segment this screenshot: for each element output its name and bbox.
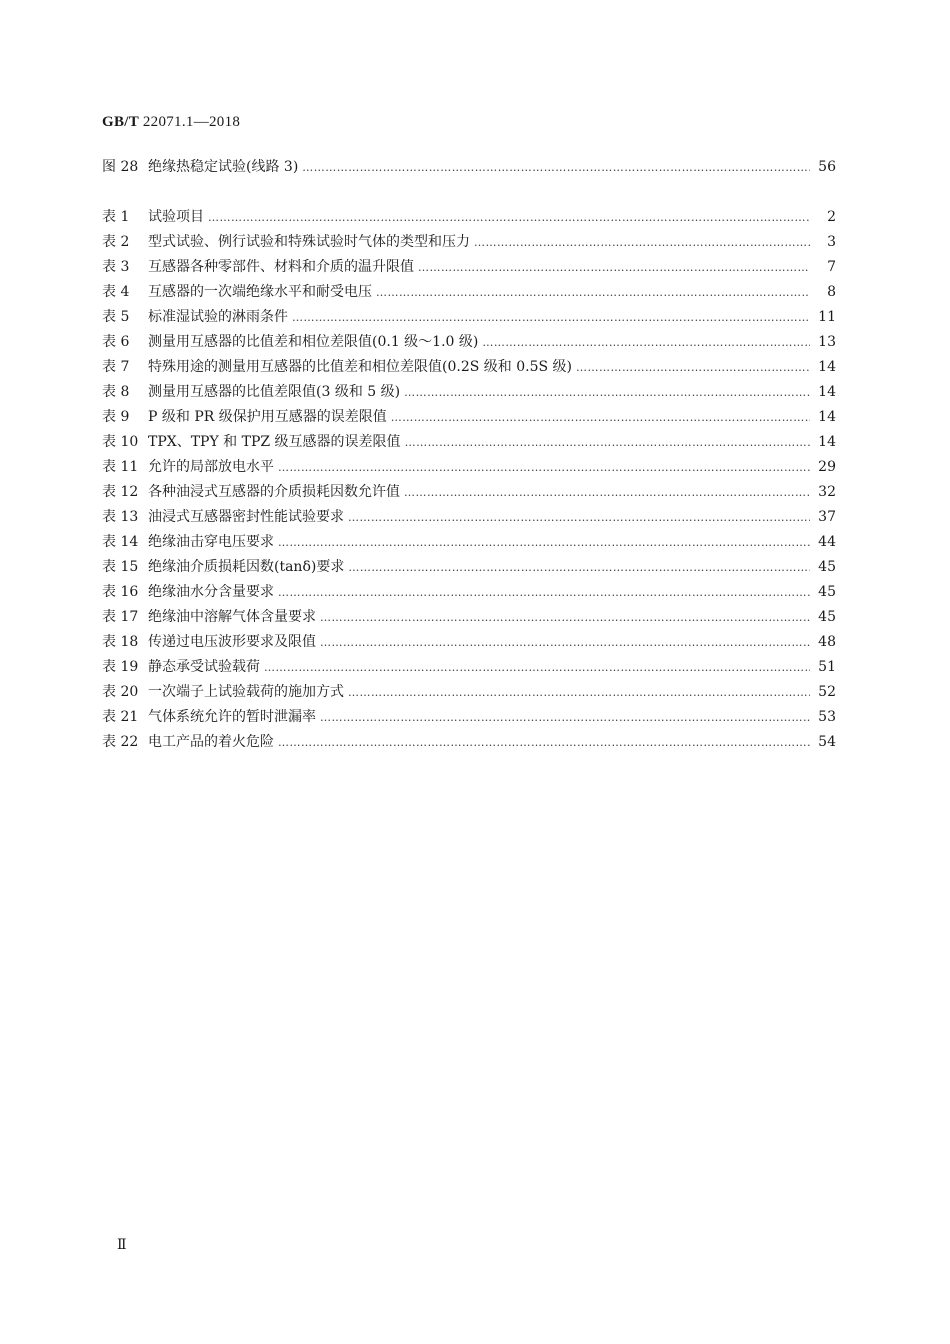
toc-entry-title: 允许的局部放电水平 [148, 459, 274, 475]
toc-entry-label: 表 20 [102, 684, 139, 700]
toc-entry-page: 2 [827, 209, 836, 225]
toc-entry-label: 表 5 [102, 309, 130, 325]
toc-entry-table-7[interactable] [102, 355, 836, 380]
toc-entry-page: 8 [827, 284, 836, 300]
toc-entry-page: 29 [818, 459, 836, 475]
toc-entry-title: 一次端子上试验载荷的施加方式 [148, 684, 344, 700]
toc-entry-page: 32 [818, 484, 836, 500]
toc-entry-page: 56 [818, 159, 836, 175]
toc-entry-title: 气体系统允许的暂时泄漏率 [148, 709, 316, 725]
toc-entry-table-15[interactable] [102, 555, 836, 580]
dot-leader [348, 505, 810, 530]
toc-entry-page: 51 [818, 659, 836, 675]
dot-leader [482, 330, 810, 355]
toc-entry-label: 表 19 [102, 659, 139, 675]
toc-entry-label: 表 1 [102, 209, 130, 225]
toc-entry-title: 型式试验、例行试验和特殊试验时气体的类型和压力 [148, 234, 470, 250]
toc-entry-table-22[interactable] [102, 730, 836, 755]
toc-entry-title: 测量用互感器的比值差限值(3 级和 5 级) [148, 384, 401, 400]
toc-entry-title: 各种油浸式互感器的介质损耗因数允许值 [148, 484, 400, 500]
dot-leader [404, 380, 810, 405]
toc-entry-title: P 级和 PR 级保护用互感器的误差限值 [148, 409, 387, 425]
toc-entry-title: 油浸式互感器密封性能试验要求 [148, 509, 344, 525]
dot-leader [264, 655, 810, 680]
toc-entry-page: 3 [827, 234, 836, 250]
toc-entry-table-2[interactable] [102, 230, 836, 255]
dot-leader [278, 530, 810, 555]
toc-entry-page: 37 [818, 509, 836, 525]
toc-entry-page: 54 [818, 734, 836, 750]
toc-entry-label: 表 16 [102, 584, 139, 600]
toc-entry-page: 45 [818, 584, 836, 600]
standard-code [102, 114, 240, 131]
toc-entry-label: 表 22 [102, 734, 139, 750]
toc-entry-label: 表 17 [102, 609, 139, 625]
toc-entry-table-11[interactable] [102, 455, 836, 480]
toc-entry-label: 表 11 [102, 459, 139, 475]
toc-entry-label: 表 6 [102, 334, 130, 350]
toc-entry-title: 传递过电压波形要求及限值 [148, 634, 316, 650]
toc-entry-label: 表 10 [102, 434, 139, 450]
dot-leader [320, 605, 810, 630]
toc-entry-title: 互感器各种零部件、材料和介质的温升限值 [148, 259, 414, 275]
toc-entry-table-13[interactable] [102, 505, 836, 530]
toc-entry-table-4[interactable] [102, 280, 836, 305]
toc-entry-title: 绝缘油中溶解气体含量要求 [148, 609, 316, 625]
dot-leader [320, 630, 810, 655]
dot-leader [348, 555, 810, 580]
dot-leader [418, 255, 810, 280]
dot-leader [208, 205, 810, 230]
toc-entry-title: 互感器的一次端绝缘水平和耐受电压 [148, 284, 372, 300]
toc-entry-page: 14 [818, 409, 836, 425]
toc-entry-page: 48 [818, 634, 836, 650]
dot-leader [474, 230, 810, 255]
toc-entry-title: 静态承受试验载荷 [148, 659, 260, 675]
toc-entry-label: 表 4 [102, 284, 130, 300]
toc-entry-label: 表 12 [102, 484, 139, 500]
dot-leader [348, 680, 810, 705]
dot-leader [278, 580, 810, 605]
toc-entry-table-9[interactable] [102, 405, 836, 430]
figure-list [102, 155, 836, 180]
toc-entry-title: 测量用互感器的比值差和相位差限值(0.1 级～1.0 级) [148, 334, 479, 350]
toc-entry-table-8[interactable] [102, 380, 836, 405]
toc-entry-label: 表 18 [102, 634, 139, 650]
table-list [102, 205, 836, 755]
dot-leader [576, 355, 810, 380]
toc-entry-table-17[interactable] [102, 605, 836, 630]
toc-entry-table-5[interactable] [102, 305, 836, 330]
dot-leader [404, 480, 810, 505]
toc-entry-label: 表 8 [102, 384, 130, 400]
toc-entry-title: 试验项目 [148, 209, 204, 225]
standard-code-prefix: GB/T [102, 114, 139, 130]
toc-entry-title: 绝缘油水分含量要求 [148, 584, 274, 600]
toc-entry-page: 14 [818, 434, 836, 450]
toc-entry-label: 表 14 [102, 534, 139, 550]
toc-entry-page: 44 [818, 534, 836, 550]
toc-entry-table-19[interactable] [102, 655, 836, 680]
dot-leader [405, 430, 810, 455]
toc-entry-label: 图 28 [102, 159, 139, 175]
toc-entry-page: 45 [818, 559, 836, 575]
toc-entry-table-21[interactable] [102, 705, 836, 730]
toc-entry-title: TPX、TPY 和 TPZ 级互感器的误差限值 [148, 434, 401, 450]
toc-entry-table-14[interactable] [102, 530, 836, 555]
toc-entry-label: 表 7 [102, 359, 130, 375]
toc-entry-title: 绝缘油击穿电压要求 [148, 534, 274, 550]
toc-entry-label: 表 13 [102, 509, 139, 525]
toc-entry-page: 52 [818, 684, 836, 700]
dot-leader [292, 305, 810, 330]
toc-entry-page: 45 [818, 609, 836, 625]
dot-leader [302, 155, 810, 180]
dot-leader [278, 730, 810, 755]
toc-entry-table-6[interactable] [102, 330, 836, 355]
toc-entry-title: 绝缘油介质损耗因数(tanδ)要求 [148, 559, 345, 575]
toc-entry-table-10[interactable] [102, 430, 836, 455]
toc-entry-title: 标准湿试验的淋雨条件 [148, 309, 288, 325]
toc-entry-figure-28[interactable] [102, 155, 836, 180]
toc-entry-title: 电工产品的着火危险 [148, 734, 274, 750]
toc-entry-title: 特殊用途的测量用互感器的比值差和相位差限值(0.2S 级和 0.5S 级) [148, 359, 572, 375]
dot-leader [376, 280, 810, 305]
toc-entry-page: 11 [818, 309, 836, 325]
toc-entry-page: 14 [818, 384, 836, 400]
toc-entry-label: 表 2 [102, 234, 130, 250]
toc-entry-page: 14 [818, 359, 836, 375]
toc-entry-page: 7 [827, 259, 836, 275]
toc-entry-label: 表 9 [102, 409, 130, 425]
toc-entry-table-20[interactable] [102, 680, 836, 705]
toc-entry-page: 53 [818, 709, 836, 725]
toc-entry-label: 表 3 [102, 259, 130, 275]
page-number: Ⅱ [117, 1238, 127, 1253]
standard-code-number: 22071.1—2018 [142, 114, 241, 130]
dot-leader [391, 405, 810, 430]
toc-entry-label: 表 21 [102, 709, 139, 725]
toc-entry-table-3[interactable] [102, 255, 836, 280]
dot-leader [320, 705, 810, 730]
dot-leader [278, 455, 810, 480]
toc-entry-title: 绝缘热稳定试验(线路 3) [148, 159, 299, 175]
toc-entry-table-1[interactable] [102, 205, 836, 230]
toc-entry-label: 表 15 [102, 559, 139, 575]
toc-entry-table-18[interactable] [102, 630, 836, 655]
toc-entry-table-16[interactable] [102, 580, 836, 605]
toc-entry-page: 13 [818, 334, 836, 350]
toc-entry-table-12[interactable] [102, 480, 836, 505]
